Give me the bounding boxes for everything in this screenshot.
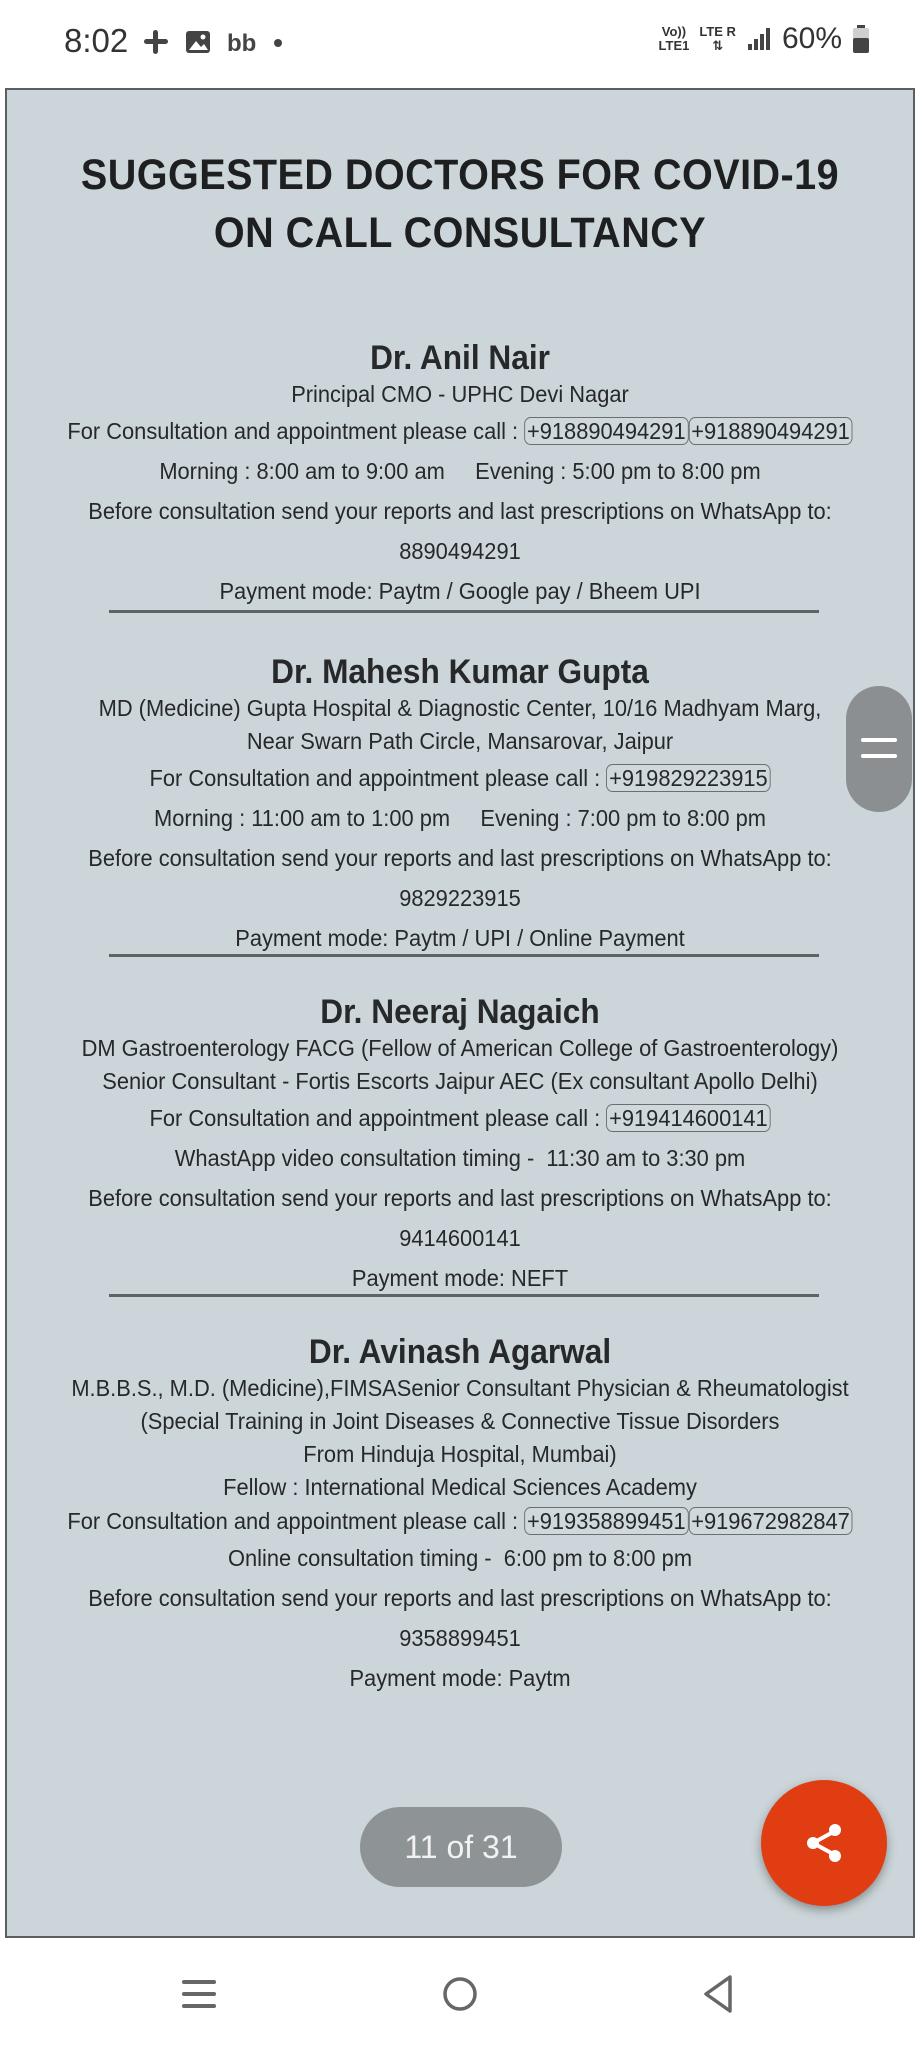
document-title: SUGGESTED DOCTORS FOR COVID-19 ON CALL CONSULTANCY — [80, 151, 840, 257]
doctor-detail: (Special Training in Joint Diseases & Connective Tissue Disorders — [140, 1408, 780, 1434]
doctor-name: Dr. Avinash Agarwal — [308, 1333, 612, 1371]
timing-line: Online consultation timing - 6:00 pm to 8:00 pm — [227, 1545, 693, 1571]
timing-line: Morning : 11:00 am to 1:00 pm Evening : 7:00 pm to 8:00 pm — [154, 805, 766, 831]
whatsapp-line: Before consultation send your reports and last prescriptions on WhatsApp to: 9829223915 — [88, 845, 832, 911]
doctor-card-neeraj-nagaich — [7, 992, 913, 1298]
phone-link[interactable]: +919829223915 — [606, 764, 770, 792]
share-icon — [801, 1820, 847, 1866]
doctor-card-anil-nair — [7, 338, 913, 611]
payment-line: Payment mode: Paytm — [349, 1665, 571, 1691]
status-right — [659, 22, 870, 56]
doctor-detail: Near Swarn Path Circle, Mansarovar, Jaipur — [246, 728, 674, 754]
status-bar — [0, 0, 922, 82]
share-button[interactable] — [761, 1780, 887, 1906]
doctor-name: Dr. Neeraj Nagaich — [320, 993, 600, 1031]
phone-link[interactable]: +918890494291 — [524, 417, 688, 445]
recent-apps-icon[interactable] — [180, 1972, 220, 2016]
more-dot-icon — [270, 28, 286, 56]
phone-link[interactable]: +919414600141 — [606, 1104, 770, 1132]
doctor-detail: MD (Medicine) Gupta Hospital & Diagnostic Center, 10/16 Madhyam Marg, — [98, 695, 822, 721]
volte-indicator: Vo)) LTE1 — [658, 24, 690, 53]
scroll-handle[interactable] — [846, 686, 912, 812]
slack-icon — [142, 28, 170, 56]
scroll-handle-icon — [861, 738, 897, 742]
payment-line: Payment mode: NEFT — [351, 1265, 569, 1291]
phone-link[interactable]: +919672982847 — [688, 1507, 852, 1535]
call-line: For Consultation and appointment please call : +919414600141 — [39, 1098, 882, 1138]
payment-line: Payment mode: Paytm / Google pay / Bheem UPI — [219, 578, 701, 604]
doctor-detail: M.B.B.S., M.D. (Medicine),FIMSASenior Consultant Physician & Rheumatologist — [71, 1375, 849, 1401]
document-page[interactable] — [5, 88, 915, 1938]
phone-link[interactable]: +918890494291 — [688, 417, 852, 445]
bb-app-icon — [226, 28, 256, 56]
timing-line: WhastApp video consultation timing - 11:30 am to 3:30 pm — [174, 1145, 746, 1171]
lte-indicator: LTE R ⇅ — [699, 24, 736, 53]
divider — [109, 1294, 819, 1297]
navigation-bar — [0, 1940, 922, 2048]
doctor-name: Dr. Anil Nair — [370, 339, 550, 377]
doctor-detail: Senior Consultant - Fortis Escorts Jaipur AEC (Ex consultant Apollo Delhi) — [102, 1068, 818, 1094]
svg-text:bb: bb — [227, 30, 256, 56]
doctor-detail: Principal CMO - UPHC Devi Nagar — [291, 381, 629, 407]
timing-line: Morning : 8:00 am to 9:00 am Evening : 5:00 pm to 8:00 pm — [159, 458, 761, 484]
divider — [109, 610, 819, 613]
call-line: For Consultation and appointment please call : +919829223915 — [39, 758, 882, 798]
status-time: 8:02 — [64, 22, 129, 59]
phone-link[interactable]: +919358899451 — [524, 1507, 688, 1535]
doctor-detail: DM Gastroenterology FACG (Fellow of American College of Gastroenterology) — [81, 1035, 839, 1061]
whatsapp-line: Before consultation send your reports and last prescriptions on WhatsApp to: 9358899451 — [88, 1585, 832, 1651]
call-line: For Consultation and appointment please call : +919358899451 +919672982847 — [39, 1504, 882, 1538]
back-icon[interactable] — [698, 1972, 738, 2016]
gallery-icon — [184, 28, 212, 56]
doctor-card-avinash-agarwal — [7, 1332, 913, 1698]
whatsapp-line: Before consultation send your reports and last prescriptions on WhatsApp to: 9414600141 — [88, 1185, 832, 1251]
whatsapp-line: Before consultation send your reports and last prescriptions on WhatsApp to: 8890494291 — [88, 498, 832, 564]
doctor-card-mahesh-kumar-gupta — [7, 652, 913, 958]
doctor-name: Dr. Mahesh Kumar Gupta — [271, 653, 649, 691]
page-counter: 11 of 31 — [360, 1807, 562, 1887]
home-icon[interactable] — [438, 1972, 482, 2016]
battery-percent: 60% — [781, 22, 842, 55]
divider — [109, 954, 819, 957]
call-line: For Consultation and appointment please call : +918890494291 +918890494291 — [39, 411, 882, 451]
doctor-detail: Fellow : International Medical Sciences Academy — [223, 1474, 697, 1500]
payment-line: Payment mode: Paytm / UPI / Online Payment — [235, 925, 685, 951]
doctor-detail: From Hinduja Hospital, Mumbai) — [303, 1441, 617, 1467]
signal-icon — [746, 26, 772, 52]
battery-icon — [852, 24, 870, 54]
notification-icons — [142, 28, 286, 56]
